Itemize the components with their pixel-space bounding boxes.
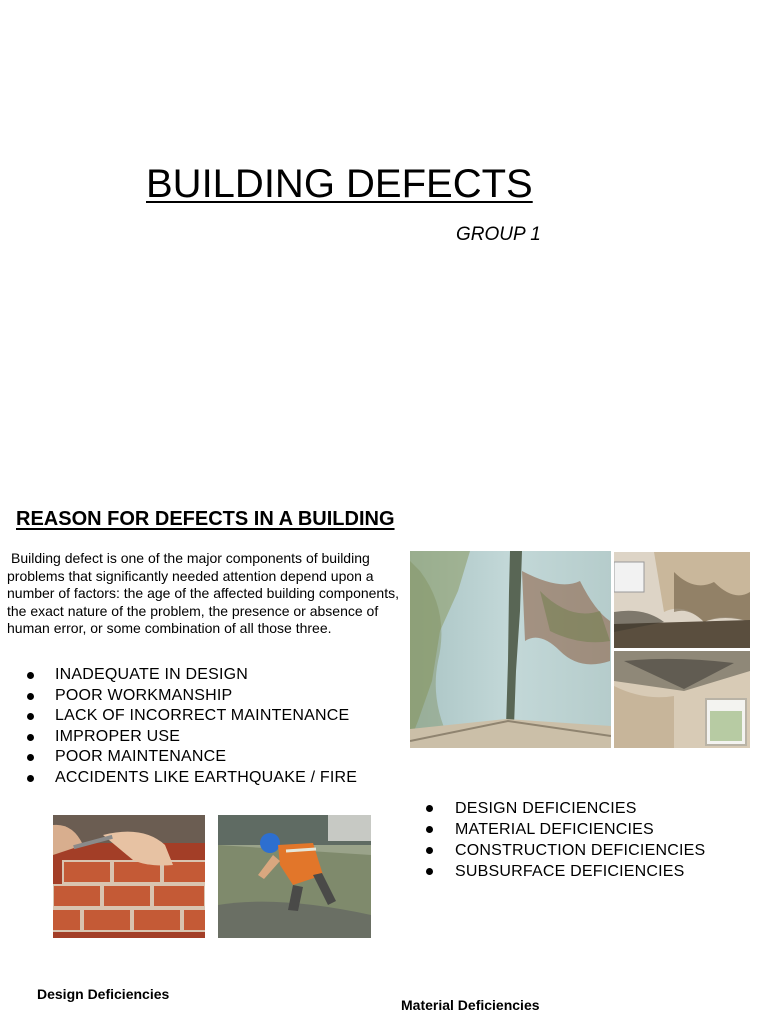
- deficiencies-list: [426, 798, 705, 882]
- section-heading: REASON FOR DEFECTS IN A BUILDING: [16, 508, 395, 530]
- list-item: LACK OF INCORRECT MAINTENANCE: [27, 706, 357, 727]
- list-item: CONSTRUCTION DEFICIENCIES: [426, 840, 705, 861]
- bullet-icon: [426, 847, 433, 854]
- bullet-icon: [27, 672, 34, 679]
- bullet-icon: [27, 754, 34, 761]
- list-item: INADEQUATE IN DESIGN: [27, 665, 357, 686]
- bullet-icon: [27, 775, 34, 782]
- list-item: DESIGN DEFICIENCIES: [426, 798, 705, 819]
- intro-paragraph: Building defect is one of the major components of building problems that significantly needed attention depend upon a number of factors: the age of the affected building components, the exact nature of the problem, the presence or absence of human error, or some combination of all those three.: [7, 550, 399, 637]
- list-item: POOR WORKMANSHIP: [27, 686, 357, 707]
- list-item: MATERIAL DEFICIENCIES: [426, 819, 705, 840]
- list-item: SUBSURFACE DEFICIENCIES: [426, 861, 705, 882]
- bullet-icon: [426, 805, 433, 812]
- list-item: ACCIDENTS LIKE EARTHQUAKE / FIRE: [27, 768, 357, 789]
- mold-wall-photo: [410, 551, 611, 748]
- list-item: IMPROPER USE: [27, 727, 357, 748]
- page-title: BUILDING DEFECTS: [146, 162, 533, 206]
- brick-laying-photo: [53, 815, 205, 938]
- design-deficiencies-caption: Design Deficiencies: [37, 986, 170, 1002]
- material-deficiencies-caption: Material Deficiencies: [401, 997, 540, 1013]
- bullet-icon: [27, 693, 34, 700]
- moldy-room-photo: [614, 552, 750, 648]
- bullet-icon: [27, 713, 34, 720]
- list-item: POOR MAINTENANCE: [27, 747, 357, 768]
- bullet-icon: [426, 868, 433, 875]
- mold-ceiling-photo: [614, 651, 750, 748]
- group-label: GROUP 1: [456, 224, 541, 245]
- bullet-icon: [426, 826, 433, 833]
- bullet-icon: [27, 734, 34, 741]
- reasons-list: [27, 665, 357, 789]
- construction-worker-photo: [218, 815, 371, 938]
